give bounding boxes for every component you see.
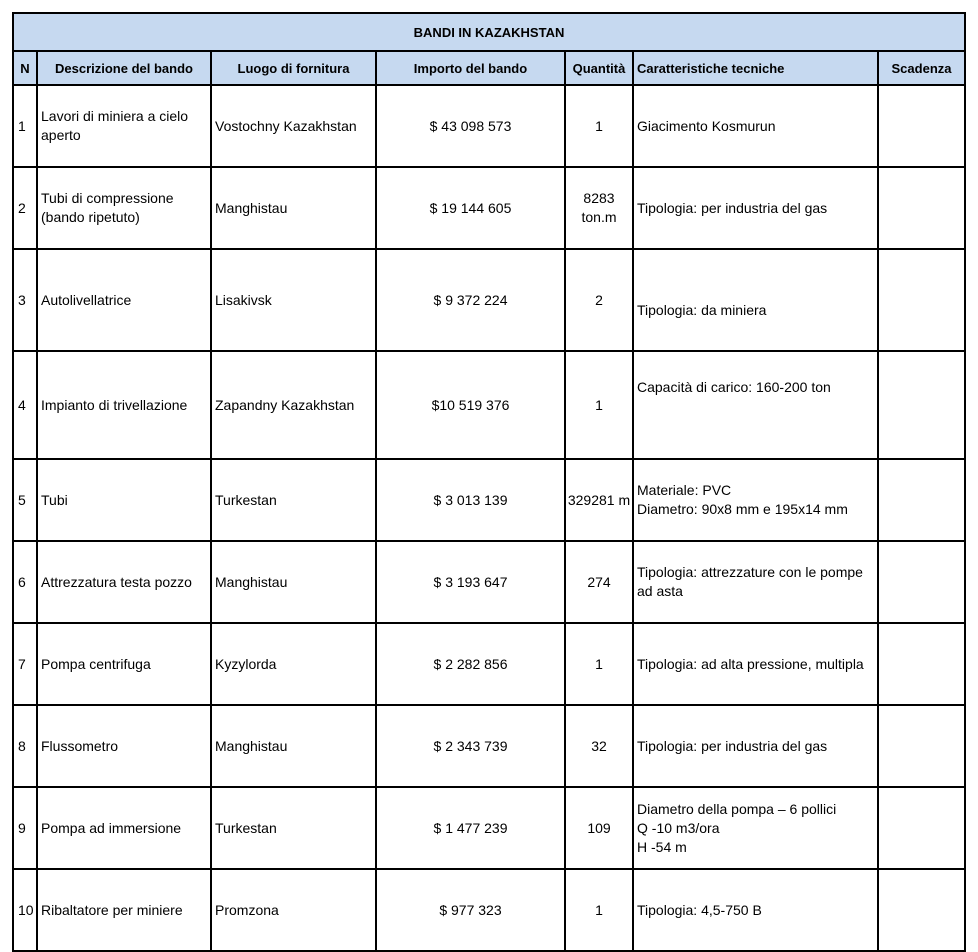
cell-n: 4 xyxy=(13,351,37,459)
cell-luogo: Manghistau xyxy=(211,705,376,787)
cell-importo: $ 43 098 573 xyxy=(376,85,565,167)
table-row xyxy=(13,623,965,705)
header-importo: Importo del bando xyxy=(376,51,565,85)
cell-importo: $ 19 144 605 xyxy=(376,167,565,249)
cell-caratteristiche: Giacimento Kosmurun xyxy=(633,85,878,167)
cell-caratteristiche: Tipologia: per industria del gas xyxy=(633,705,878,787)
cell-descrizione: Pompa ad immersione xyxy=(37,787,211,869)
table-row xyxy=(13,541,965,623)
cell-n: 5 xyxy=(13,459,37,541)
cell-importo: $ 9 372 224 xyxy=(376,249,565,351)
cell-luogo: Vostochny Kazakhstan xyxy=(211,85,376,167)
cell-descrizione: Autolivellatrice xyxy=(37,249,211,351)
cell-scadenza xyxy=(878,85,965,167)
cell-descrizione: Tubi di compressione (bando ripetuto) xyxy=(37,167,211,249)
cell-scadenza xyxy=(878,623,965,705)
cell-scadenza xyxy=(878,541,965,623)
header-scadenza: Scadenza xyxy=(878,51,965,85)
cell-quantita: 109 xyxy=(565,787,633,869)
cell-n: 7 xyxy=(13,623,37,705)
header-n: N xyxy=(13,51,37,85)
cell-luogo: Turkestan xyxy=(211,459,376,541)
header-descrizione: Descrizione del bando xyxy=(37,51,211,85)
tenders-table-frame xyxy=(12,12,964,952)
cell-importo: $ 3 013 139 xyxy=(376,459,565,541)
cell-importo: $10 519 376 xyxy=(376,351,565,459)
cell-n: 8 xyxy=(13,705,37,787)
header-quantita: Quantità xyxy=(565,51,633,85)
table-row xyxy=(13,351,965,459)
cell-quantita: 329281 m xyxy=(565,459,633,541)
cell-quantita: 8283 ton.m xyxy=(565,167,633,249)
cell-importo: $ 2 282 856 xyxy=(376,623,565,705)
cell-n: 2 xyxy=(13,167,37,249)
cell-importo: $ 2 343 739 xyxy=(376,705,565,787)
cell-importo: $ 1 477 239 xyxy=(376,787,565,869)
cell-descrizione: Impianto di trivellazione xyxy=(37,351,211,459)
cell-caratteristiche: Capacità di carico: 160-200 ton xyxy=(633,351,878,459)
cell-luogo: Kyzylorda xyxy=(211,623,376,705)
cell-n: 9 xyxy=(13,787,37,869)
table-row xyxy=(13,869,965,951)
cell-caratteristiche: Tipologia: da miniera xyxy=(633,249,878,351)
cell-luogo: Manghistau xyxy=(211,167,376,249)
table-row xyxy=(13,85,965,167)
cell-quantita: 1 xyxy=(565,351,633,459)
cell-quantita: 1 xyxy=(565,85,633,167)
cell-caratteristiche: Tipologia: attrezzature con le pompe ad asta xyxy=(633,541,878,623)
cell-scadenza xyxy=(878,705,965,787)
cell-quantita: 2 xyxy=(565,249,633,351)
cell-luogo: Turkestan xyxy=(211,787,376,869)
cell-scadenza xyxy=(878,787,965,869)
table-row xyxy=(13,249,965,351)
cell-descrizione: Pompa centrifuga xyxy=(37,623,211,705)
table-body xyxy=(13,85,965,951)
cell-descrizione: Lavori di miniera a cielo aperto xyxy=(37,85,211,167)
cell-n: 10 xyxy=(13,869,37,951)
cell-n: 1 xyxy=(13,85,37,167)
cell-quantita: 1 xyxy=(565,869,633,951)
cell-quantita: 274 xyxy=(565,541,633,623)
cell-descrizione: Attrezzatura testa pozzo xyxy=(37,541,211,623)
cell-importo: $ 3 193 647 xyxy=(376,541,565,623)
cell-quantita: 32 xyxy=(565,705,633,787)
table-title: BANDI IN KAZAKHSTAN xyxy=(13,13,965,51)
cell-scadenza xyxy=(878,351,965,459)
cell-luogo: Manghistau xyxy=(211,541,376,623)
table-row xyxy=(13,459,965,541)
cell-caratteristiche: Tipologia: ad alta pressione, multipla xyxy=(633,623,878,705)
cell-luogo: Promzona xyxy=(211,869,376,951)
cell-luogo: Lisakivsk xyxy=(211,249,376,351)
header-luogo: Luogo di fornitura xyxy=(211,51,376,85)
cell-descrizione: Ribaltatore per miniere xyxy=(37,869,211,951)
cell-quantita: 1 xyxy=(565,623,633,705)
tenders-table xyxy=(12,12,966,952)
cell-scadenza xyxy=(878,869,965,951)
cell-descrizione: Tubi xyxy=(37,459,211,541)
header-caratteristiche: Caratteristiche tecniche xyxy=(633,51,878,85)
cell-caratteristiche: Tipologia: per industria del gas xyxy=(633,167,878,249)
cell-caratteristiche: Materiale: PVC Diametro: 90x8 mm e 195x14 mm xyxy=(633,459,878,541)
cell-caratteristiche: Diametro della pompa – 6 pollici Q -10 m3/ora H -54 m xyxy=(633,787,878,869)
table-row xyxy=(13,705,965,787)
table-row xyxy=(13,787,965,869)
table-row xyxy=(13,167,965,249)
cell-scadenza xyxy=(878,167,965,249)
cell-luogo: Zapandny Kazakhstan xyxy=(211,351,376,459)
cell-n: 3 xyxy=(13,249,37,351)
cell-scadenza xyxy=(878,459,965,541)
cell-n: 6 xyxy=(13,541,37,623)
cell-importo: $ 977 323 xyxy=(376,869,565,951)
cell-scadenza xyxy=(878,249,965,351)
cell-descrizione: Flussometro xyxy=(37,705,211,787)
cell-caratteristiche: Tipologia: 4,5-750 B xyxy=(633,869,878,951)
